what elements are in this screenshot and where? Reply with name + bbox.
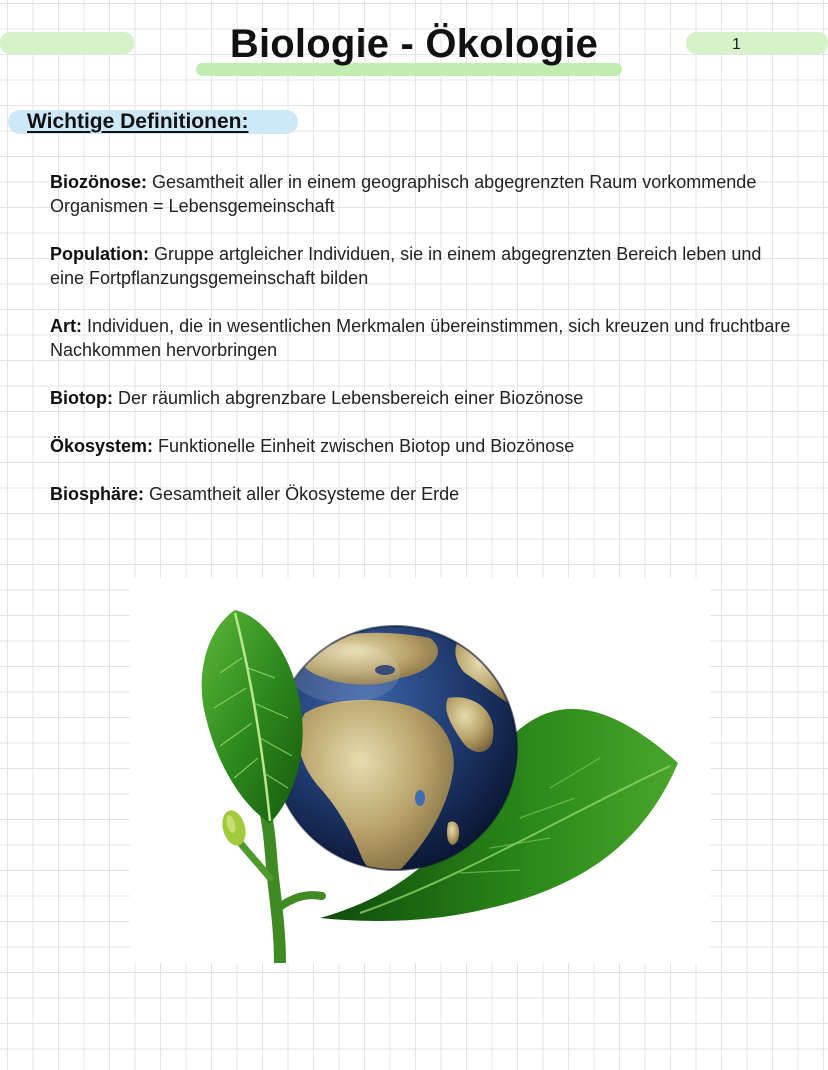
definition-text: Der räumlich abgrenzbare Lebensbereich einer Biozönose <box>112 388 584 408</box>
definition-art <box>50 314 800 362</box>
definition-text: Funktionelle Einheit zwischen Biotop und Biozönose <box>153 436 575 456</box>
globe-with-leaves-icon <box>130 578 710 963</box>
definition-biotop <box>50 386 800 410</box>
definition-term: Art: <box>50 316 82 336</box>
earth-leaves-illustration <box>130 578 710 963</box>
page-number: 1 <box>732 36 741 53</box>
definition-text: Gruppe artgleicher Individuen, sie in einem abgegrenzten Bereich leben und eine Fortpflanzungsgemeinschaft bilden <box>50 244 762 288</box>
page-title: Biologie - Ökologie <box>229 22 599 66</box>
definition-term: Population: <box>50 244 149 264</box>
definition-oekosystem <box>50 434 800 458</box>
definition-population <box>50 242 800 290</box>
left-leaf <box>202 610 303 823</box>
definition-term: Biozönose: <box>50 172 147 192</box>
definitions-list <box>50 170 800 530</box>
definition-text: Gesamtheit aller Ökosysteme der Erde <box>144 484 460 504</box>
definition-text: Individuen, die in wesentlichen Merkmalen übereinstimmen, sich kreuzen und fruchtbare Nachkommen hervorbringen <box>50 316 791 360</box>
section-heading: Wichtige Definitionen: <box>27 110 249 133</box>
definition-term: Ökosystem: <box>50 436 154 456</box>
definition-biozoenose <box>50 170 800 218</box>
definition-term: Biotop: <box>50 388 113 408</box>
definition-text: Gesamtheit aller in einem geographisch abgegrenzten Raum vorkommende Organismen = Lebensgemeinschaft <box>50 172 757 216</box>
definition-biosphaere <box>50 482 800 506</box>
definition-term: Biosphäre: <box>50 484 145 504</box>
